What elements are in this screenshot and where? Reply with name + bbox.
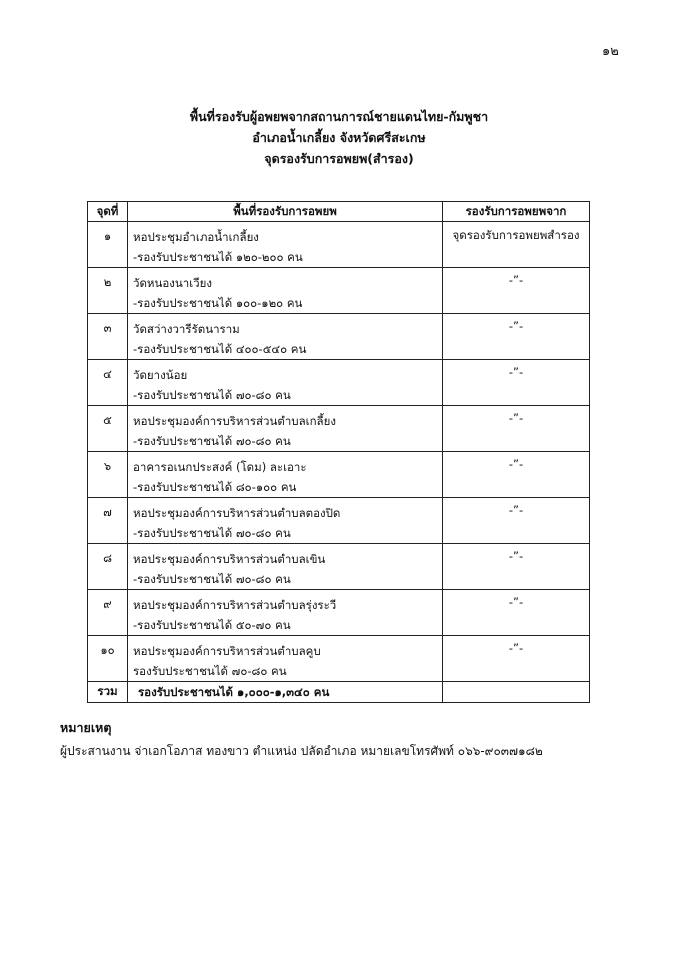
table-row [88,544,590,590]
total-row [88,682,590,703]
place-capacity: -รองรับประชาชนได้ ๗๐-๘๐ คน [133,388,291,402]
table-row [88,268,590,314]
place-capacity: -รองรับประชาชนได้ ๔๐๐-๕๔๐ คน [133,342,307,356]
place-name: หอประชุมองค์การบริหารส่วนตำบลเขิน [133,552,326,566]
place-name: หอประชุมองค์การบริหารส่วนตำบลตองปิด [133,506,341,520]
row-number: ๒ [88,268,128,314]
row-place [128,636,443,682]
row-from: จุดรองรับการอพยพสำรอง [443,222,590,268]
row-place [128,452,443,498]
row-number: ๖ [88,452,128,498]
total-text: รองรับประชาชนได้ ๑,๐๐๐-๑,๓๔๐ คน [128,682,443,703]
place-name: หอประชุมองค์การบริหารส่วนตำบลคูบ [133,644,321,658]
title-line-2: อำเภอน้ำเกลี้ยง จังหวัดศรีสะเกษ [252,130,426,145]
place-capacity: -รองรับประชาชนได้ ๕๐-๗๐ คน [133,618,291,632]
shelter-table [87,201,590,703]
place-capacity: -รองรับประชาชนได้ ๗๐-๘๐ คน [133,526,291,540]
header-point-no: จุดที่ [88,202,128,222]
header-shelter-area: พื้นที่รองรับการอพยพ [128,202,443,222]
total-label: รวม [88,682,128,703]
row-place [128,498,443,544]
row-number: ๑๐ [88,636,128,682]
table-row [88,360,590,406]
remark-heading: หมายเหตุ [60,720,112,735]
row-place [128,314,443,360]
place-name: วัดหนองนาเวียง [133,276,212,290]
place-capacity: -รองรับประชาชนได้ ๗๐-๘๐ คน [133,434,291,448]
title-line-1: พื้นที่รองรับผู้อพยพจากสถานการณ์ชายแดนไทย-กัมพูชา [189,109,489,124]
place-name: หอประชุมองค์การบริหารส่วนตำบลรุ่งระวี [133,598,337,612]
page-number: ๑๒ [602,44,619,59]
row-place [128,406,443,452]
place-name: อาคารอเนกประสงค์ (โดม) ละเอาะ [133,460,307,474]
table-row [88,406,590,452]
row-place [128,360,443,406]
row-from: -”- [443,498,590,544]
header-evacuated-from: รองรับการอพยพจาก [443,202,590,222]
place-name: วัดสว่างวารีรัตนาราม [133,322,240,336]
table-row [88,590,590,636]
table-row [88,452,590,498]
place-name: หอประชุมอำเภอน้ำเกลี้ยง [133,230,259,244]
table-row [88,314,590,360]
row-number: ๑ [88,222,128,268]
place-capacity: -รองรับประชาชนได้ ๘๐-๑๐๐ คน [133,480,297,494]
row-number: ๔ [88,360,128,406]
place-capacity: รองรับประชาชนได้ ๗๐-๘๐ คน [133,664,287,678]
row-from: -”- [443,636,590,682]
row-place [128,268,443,314]
row-number: ๕ [88,406,128,452]
remark-text: ผู้ประสานงาน จ่าเอกโอภาส ทองขาว ตำแหน่ง ปลัดอำเภอ หมายเลขโทรศัพท์ ๐๖๖-๙๐๓๗๑๘๒ [60,744,543,758]
row-from: -”- [443,314,590,360]
row-number: ๙ [88,590,128,636]
row-number: ๗ [88,498,128,544]
row-from: -”- [443,268,590,314]
total-empty-cell [443,682,590,703]
row-place [128,222,443,268]
table-row [88,498,590,544]
place-capacity: -รองรับประชาชนได้ ๑๒๐-๒๐๐ คน [133,250,303,264]
place-name: วัดยางน้อย [133,368,188,382]
table-row [88,222,590,268]
place-capacity: -รองรับประชาชนได้ ๗๐-๘๐ คน [133,572,291,586]
place-capacity: -รองรับประชาชนได้ ๑๐๐-๑๒๐ คน [133,296,303,310]
table-header-row [88,202,590,222]
row-number: ๘ [88,544,128,590]
table-row [88,636,590,682]
row-number: ๓ [88,314,128,360]
title-line-3: จุดรองรับการอพยพ(สำรอง) [264,151,414,166]
row-from: -”- [443,452,590,498]
row-place [128,590,443,636]
row-place [128,544,443,590]
place-name: หอประชุมองค์การบริหารส่วนตำบลเกลี้ยง [133,414,336,428]
row-from: -”- [443,590,590,636]
document-title [0,106,678,169]
row-from: -”- [443,406,590,452]
row-from: -”- [443,360,590,406]
row-from: -”- [443,544,590,590]
